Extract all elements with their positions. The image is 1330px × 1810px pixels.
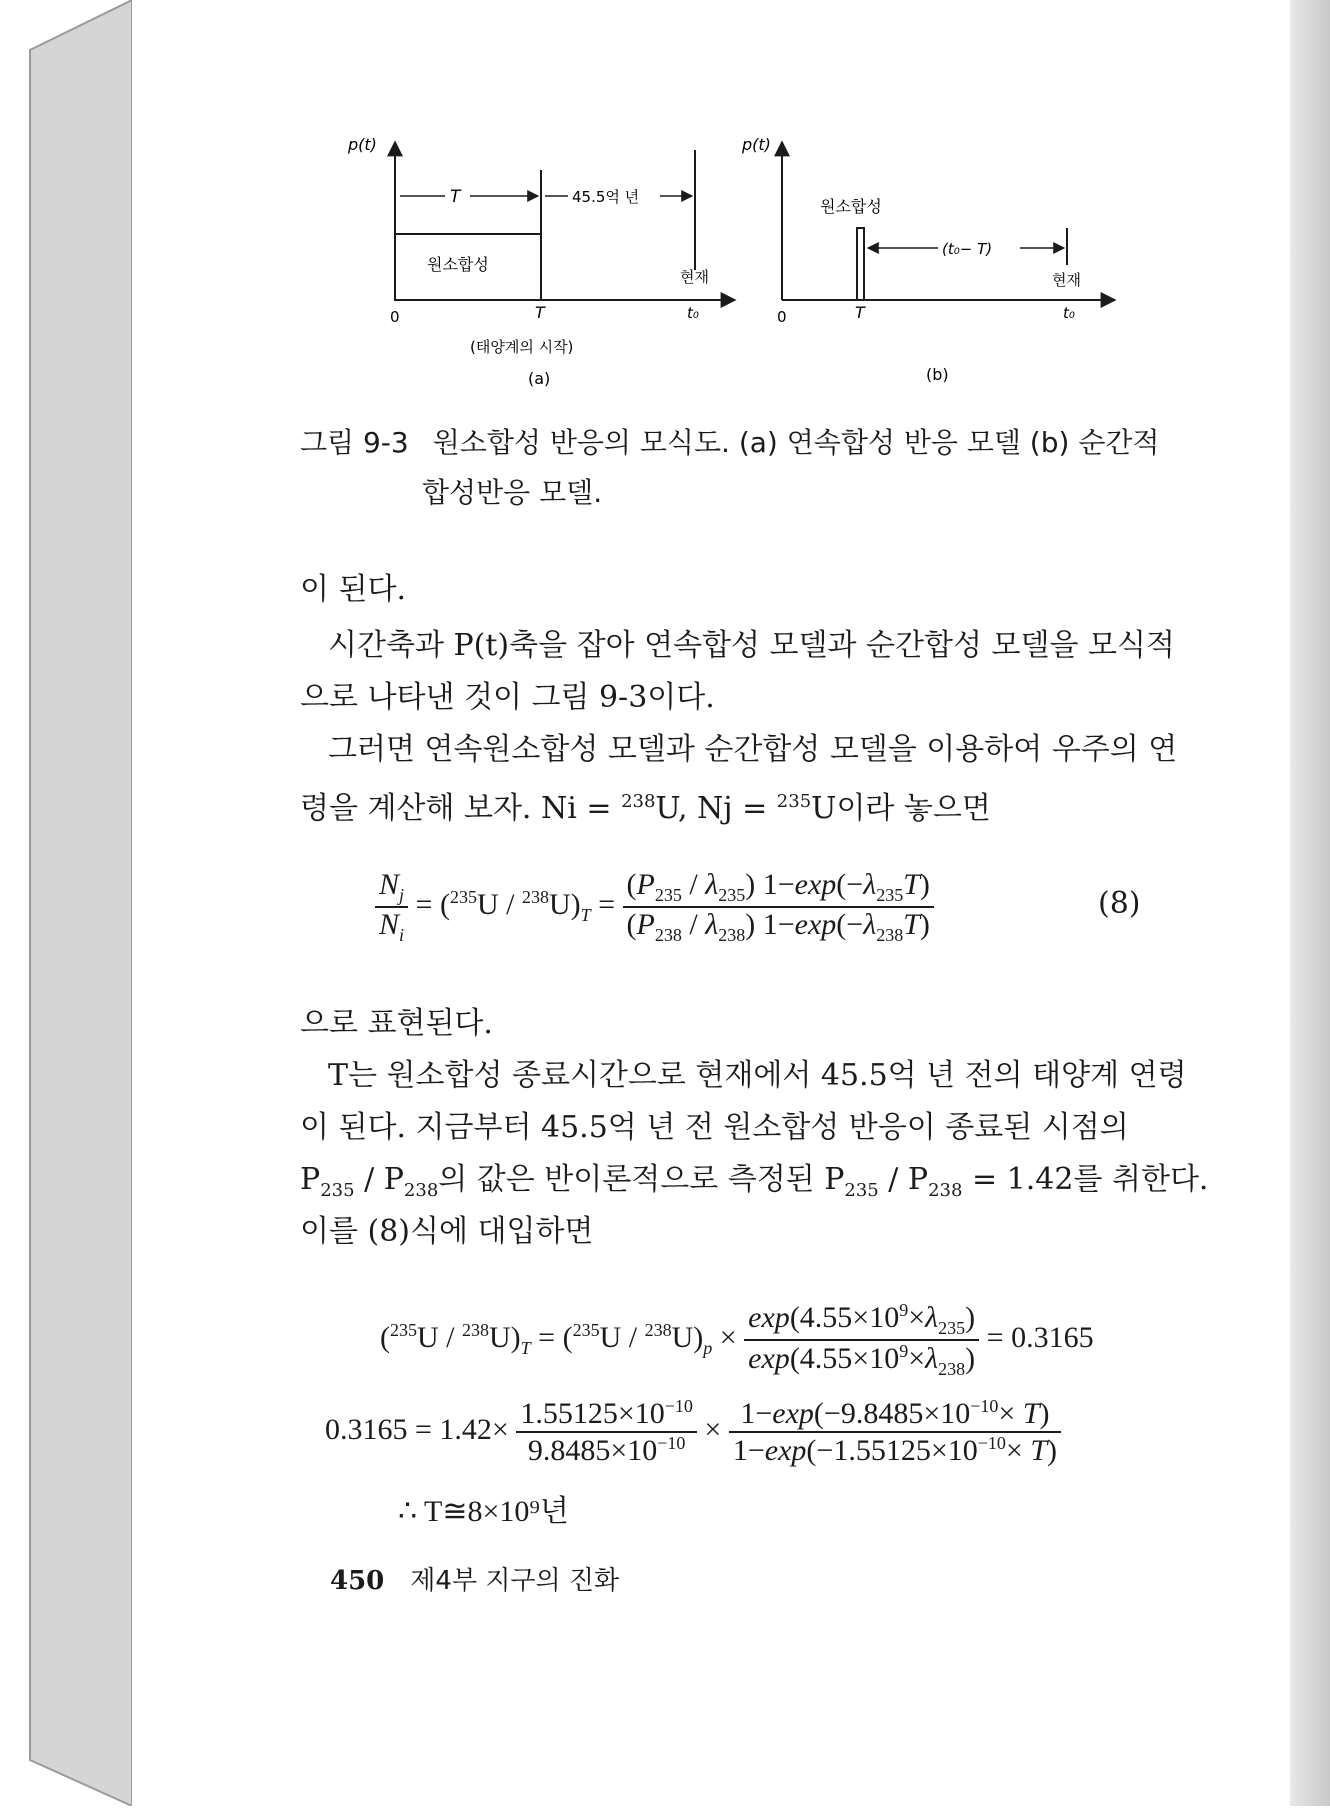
paragraph-3-line2 (300, 774, 991, 837)
span-45-label: 45.5억 년 (572, 188, 640, 206)
paragraph-3-line1: 그러면 연속원소합성 모델과 순간합성 모델을 이용하여 우주의 연 (328, 732, 1178, 767)
x-tick-0: 0 (390, 308, 400, 326)
text-segment: U, Nj = (655, 791, 777, 826)
present-label: 현재 (680, 268, 709, 286)
text-segment: 의 값은 반이론적으로 측정된 (438, 1162, 825, 1197)
equation-a-rhs: = 0.3165 (986, 1320, 1094, 1354)
panel-label-b: (b) (926, 365, 949, 384)
paragraph-5-line4: 이를 (8)식에 대입하면 (300, 1214, 594, 1249)
section-title: 제4부 지구의 진화 (410, 1566, 620, 1596)
page-footer (330, 1560, 619, 1597)
span-label: (t₀− T) (942, 240, 993, 258)
caption-line1: 원소합성 반응의 모식도. (a) 연속합성 반응 모델 (b) 순간적 (432, 426, 1160, 459)
span-T-label: T (450, 187, 461, 207)
exp-ratio: $\frac{\exp(4.55\times 10^9\times\lambda_{235})}{\exp(4.55\times 10^9\times\lambda_{238})}$ (744, 1300, 979, 1380)
x-tick-t0: t₀ (687, 304, 699, 322)
ratio-production: $\frac{(P_{235} / \lambda_{235}) 1-\exp(-\lambda_{235}T)}{(P_{238} / \lambda_{238}) 1-\exp(-\lambda_{238}T)}$ (623, 868, 934, 946)
x-tick-0: 0 (777, 308, 787, 326)
ratio-nj-ni: $\frac{N_j}{N_i}$ (375, 868, 408, 946)
figure-b (740, 130, 1120, 400)
page-shadow (1290, 0, 1330, 1806)
paragraph-5-line1: T는 원소합성 종료시간으로 현재에서 45.5억 년 전의 태양계 연령 (328, 1058, 1187, 1093)
paragraph-5-line2: 이 된다. 지금부터 45.5억 년 전 원소합성 반응이 종료된 시점의 (300, 1110, 1129, 1145)
x-tick-T: T (535, 303, 545, 322)
x-tick-T: T (855, 303, 865, 322)
x-tick-t0: t₀ (1063, 304, 1075, 322)
paragraph-1: 이 된다. (300, 572, 407, 607)
spike-label: 원소합성 (820, 197, 882, 216)
synthesis-spike (857, 228, 864, 300)
equation-a: $(^{235}U / ^{238}U)_T = (^{235}U / ^{238}U)_p$ × $\frac{\exp(4.55\times 10^9\times\lambda_{235})}{\exp(4.55\times 10^9\times\lambda_{238})}$ = 0.3165 (380, 1300, 1094, 1379)
equation-8-number: (8) (1098, 886, 1141, 921)
figure-a (340, 130, 740, 400)
superscript: 238 (621, 791, 656, 812)
panel-label-a: (a) (528, 369, 551, 388)
box-label: 원소합성 (427, 255, 489, 274)
equation-b-lhs: 0.3165 = 1.42× (325, 1412, 509, 1446)
equation-c: ∴ T≅8×10⁹년 (398, 1495, 569, 1528)
caption-line2: 합성반응 모델. (422, 476, 603, 509)
text-segment: = 1.42를 취한다. (962, 1162, 1209, 1197)
present-label: 현재 (1052, 271, 1081, 289)
page-number: 450 (330, 1566, 385, 1596)
exp-ratio-2: $\frac{1-\exp(-9.8485\times 10^{-10}\times T)}{1-\exp(-1.55125\times 10^{-10}\times T)}$ (729, 1396, 1061, 1468)
paragraph-4: 으로 표현된다. (300, 1006, 493, 1041)
lambda-ratio: $\frac{1.55125\times 10^{-10}}{9.8485\times 10^{-10}}$ (516, 1396, 697, 1468)
note: (태양계의 시작) (470, 338, 574, 356)
text-segment: 령을 계산해 보자. Ni = (300, 791, 622, 826)
text-segment: U이라 놓으면 (811, 791, 991, 826)
y-axis-label: p(t) (348, 135, 377, 154)
paragraph-2-line1: 시간축과 P(t)축을 잡아 연속합성 모델과 순간합성 모델을 모식적 (328, 628, 1175, 663)
superscript: 235 (776, 791, 812, 812)
paragraph-2-line2: 으로 나타낸 것이 그림 9-3이다. (300, 680, 715, 715)
figure-caption (300, 418, 1180, 518)
equation-b: 0.3165 = 1.42× $\frac{1.55125\times 10^{-10}}{9.8485\times 10^{-10}}$ × $\frac{1-\exp(-9.8485\times 10^{-10}\times T)}{1-\exp(-1.55125\times 10^{-10}\times T)}$ (325, 1396, 1061, 1468)
equation-8: $\frac{N_j}{N_i}$ = $(^{235}U / ^{238}U)_T$ = $\frac{(P_{235} / \lambda_{235}) 1-\exp(-\lambda_{235}T)}{(P_{238} / \lambda_{238}) 1-\exp(-\lambda_{238}T)}$ (375, 868, 934, 946)
y-axis-label: p(t) (742, 135, 771, 154)
ratio-p235-p238: $P_{235} / P_{238}$ (300, 1162, 439, 1201)
ratio-p235-p238-measured: $P_{235} / P_{238}$ (824, 1162, 963, 1201)
caption-number: 그림 9-3 (300, 426, 409, 459)
